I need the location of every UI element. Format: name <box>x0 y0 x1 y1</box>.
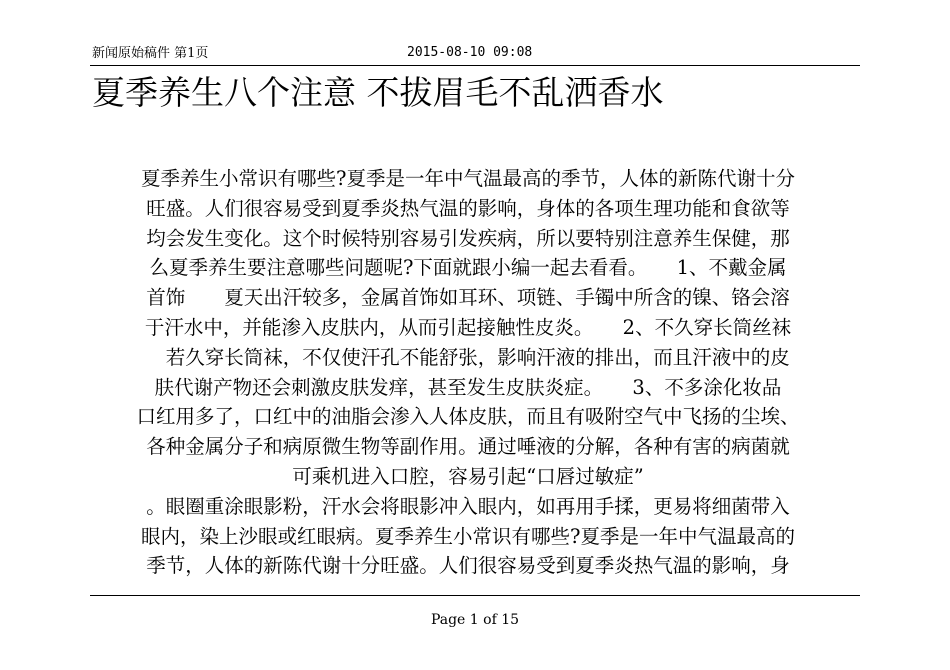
body-line: 么夏季养生要注意哪些问题呢?下面就跟小编一起去看看。 1、不戴金属 <box>149 256 787 280</box>
body-line: 均会发生变化。这个时候特别容易引发疾病，所以要特别注意养生保健，那 <box>146 226 790 250</box>
footer-divider <box>90 595 860 596</box>
body-line: 口红用多了，口红中的油脂会渗入人体皮肤，而且有吸附空气中飞扬的尘埃、 <box>136 405 800 429</box>
body-line: 首饰 夏天出汗较多，金属首饰如耳环、项链、手镯中所含的镍、铬会溶 <box>146 286 790 310</box>
body-line: 可乘机进入口腔，容易引起“口唇过敏症” <box>292 464 644 488</box>
body-line: 夏季养生小常识有哪些?夏季是一年中气温最高的季节，人体的新陈代谢十分 <box>141 167 795 190</box>
body-line: 若久穿长筒袜，不仅使汗孔不能舒张，影响汗液的排出，而且汗液中的皮 <box>146 345 790 369</box>
body-line: 于汗水中，并能渗入皮肤内，从而引起接触性皮炎。 2、不久穿长筒丝袜 <box>144 315 792 339</box>
header-timestamp: 2015-08-10 09:08 <box>407 45 533 60</box>
article-body <box>90 164 846 581</box>
body-line: 肤代谢产物还会刺激皮肤发痒，甚至发生皮肤炎症。 3、不多涂化妆品 <box>154 375 782 399</box>
body-line: 。眼圈重涂眼影粉，汗水会将眼影冲入眼内，如再用手揉，更易将细菌带入 <box>146 494 790 518</box>
header-divider <box>90 65 860 66</box>
body-line: 旺盛。人们很容易受到夏季炎热气温的影响，身体的各项生理功能和食欲等 <box>146 196 790 220</box>
page-number: Page 1 of 15 <box>430 612 520 628</box>
header-source-label: 新闻原始稿件 第1页 <box>92 46 209 61</box>
body-line: 各种金属分子和病原微生物等副作用。通过唾液的分解，各种有害的病菌就 <box>146 435 790 459</box>
body-line: 季节，人体的新陈代谢十分旺盛。人们很容易受到夏季炎热气温的影响，身 <box>146 554 790 578</box>
body-line: 眼内，染上沙眼或红眼病。夏季养生小常识有哪些?夏季是一年中气温最高的 <box>141 524 795 548</box>
article-title: 夏季养生八个注意 不拔眉毛不乱洒香水 <box>92 73 664 112</box>
